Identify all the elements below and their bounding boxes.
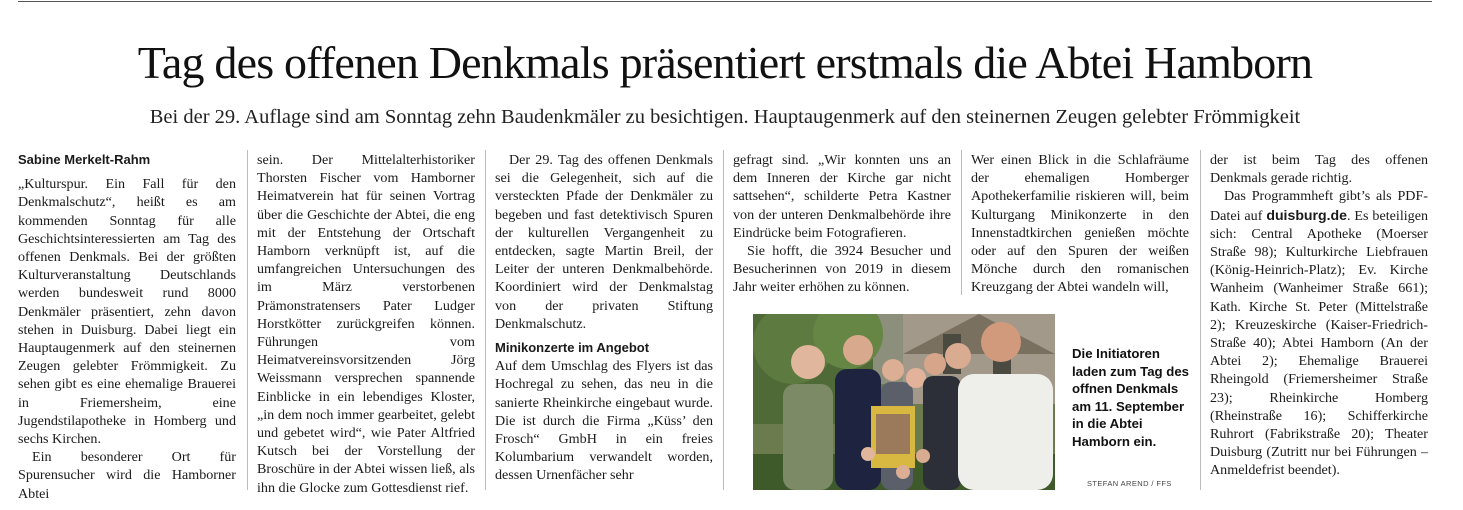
column-divider	[961, 150, 962, 295]
subheadline: Bei der 29. Auflage sind am Sonntag zehn Baudenkmäler zu besichtigen. Hauptaugenmerk auf den steinernen Zeugen gelebter Frömmigkeit	[149, 106, 1301, 128]
column-3	[495, 151, 713, 485]
column-divider	[247, 150, 248, 490]
column-divider	[1200, 150, 1201, 490]
col6-paragraph-2	[1210, 187, 1428, 479]
photo-credit: STEFAN AREND / FFS	[1087, 479, 1172, 488]
column-divider	[723, 150, 724, 490]
col5-paragraph-1: Wer einen Blick in die Schlafräume der ehemaligen Homberger Apothekerfamilie riskieren will, beim Kulturgang Minikonzerte in den Innenstadtkirchen genießen möchte oder auf den Spuren der weißen Mönche durch den romanischen Kreuzgang der Abtei wandeln will,	[971, 152, 1189, 296]
col6-paragraph-2-start: Das Programmheft gibt’s als PDF-Datei auf	[1210, 188, 1428, 224]
program-url-link[interactable]: duisburg.de	[1266, 206, 1347, 223]
top-rule	[18, 1, 1432, 2]
col4-paragraph-1: gefragt sind. „Wir konnten uns an dem Inneren der Kirche gar nicht sattsehen“, schilderte Petra Kastner von der unteren Denkmalbehörde ihre Eindrücke beim Fotografieren.	[733, 152, 951, 241]
col4-paragraph-2: Sie hofft, die 3924 Besucher und Besucherinnen von 2019 in diesem Jahr weiter erhöhen zu können.	[733, 243, 951, 296]
col6-paragraph-1: der ist beim Tag des offenen Denkmals gerade richtig.	[1210, 152, 1428, 187]
column-6	[1210, 151, 1428, 480]
photo-illustration	[753, 314, 1055, 490]
column-5	[971, 151, 1189, 297]
column-divider	[485, 150, 486, 490]
column-4	[733, 151, 951, 297]
column-2	[257, 151, 475, 497]
column-1	[18, 151, 236, 503]
photo-caption: Die Initiatoren laden zum Tag des offnen Denkmals am 11. September in die Abtei Hamborn ein.	[1072, 346, 1189, 449]
author: Sabine Merkelt-Rahm	[18, 152, 151, 167]
col3-paragraph-2: Auf dem Umschlag des Flyers ist das Hochregal zu sehen, das neu in die sanierte Rheinkirche eingebaut wurde. Die ist durch die Firma „Küss’ den Frosch“ GmbH in ein freies Kolumbarium verwandelt worden, dessen Urnenfächer sehr	[495, 358, 713, 484]
col1-paragraph-2: Ein besonderer Ort für Spurensucher wird die Hamborner Abtei	[18, 449, 236, 502]
col1-paragraph-1: „Kulturspur. Ein Fall für den Denkmalschutz“, heißt es am kommenden Sonntag für alle Geschichtsinteressierten am Tag des offenen Denkmals. Bei der größten Kulturveranstaltung Deutschlands werden bundesweit rund 8000 Denkmäler präsentiert, zehn davon stehen in Duisburg. Dabei liegt ein Hauptaugenmerk auf den steinernen Zeugen gelebter Frömmigkeit. Zu sehen gibt es eine ehemalige Brauerei in Friemersheim, eine Jugendstilapotheke in Homberg und sechs Kirchen.	[18, 176, 236, 448]
col6-paragraph-2-rest: . Es beteiligen sich: Central Apotheke (Moerser Straße 98); Kulturkirche Liebfrauen (König-Heinrich-Platz); Ev. Kirche Wanheim (Wanheimer Straße 661); Kath. Kirche St. Peter (Mittelstraße 2); Kreuzeskirche (Kaiser-Friedrich-Straße 40); Abtei Hamborn (An der Abtei 2); Ehemalige Brauerei Rheingold (Friemersheimer Straße 23); Rheinkirche Homberg (Rheinstraße 16); Schifferkirche Ruhrort (Fabrikstraße 20); Theater Duisburg (Zutritt nur bei Führungen – Anmeldefrist beendet).	[1210, 207, 1428, 479]
col2-paragraph-1: sein. Der Mittelalterhistoriker Thorsten Fischer vom Hamborner Heimatverein hat für seinen Vortrag über die Geschichte der Abtei, die eng mit der Entstehung der Ortschaft Hamborn verknüpft ist, auf die umfangreichen Untersuchungen des im März verstorbenen Prämonstratensers Pater Ludger Horstkötter zurückgreifen können. Führungen vom Heimatvereinsvorsitzenden Jörg Weissmann versprechen spannende Einblicke in ein lebendiges Kloster, „in dem noch immer gearbeitet, gelebt und gebetet wird“, wie Pater Altfried Kutsch bei der Vorstellung der Broschüre in der Abtei wissen ließ, als ihn die Glocke zum Gottesdienst rief.	[257, 152, 475, 496]
article-photo	[753, 314, 1055, 490]
headline: Tag des offenen Denkmals präsentiert erstmals die Abtei Hamborn	[137, 37, 1313, 88]
section-subtitle: Minikonzerte im Angebot	[495, 340, 650, 356]
col3-paragraph-1: Der 29. Tag des offenen Denkmals sei die Gelegenheit, sich auf die versteckten Pfade der Denkmäler zu begeben und fast detektivisch Spuren der kulturellen Vergangenheit zu entdecken, sagte Martin Breil, der Leiter der unteren Denkmalbehörde. Koordiniert wird der Denkmalstag von der privaten Stiftung Denkmalschutz.	[495, 152, 713, 332]
